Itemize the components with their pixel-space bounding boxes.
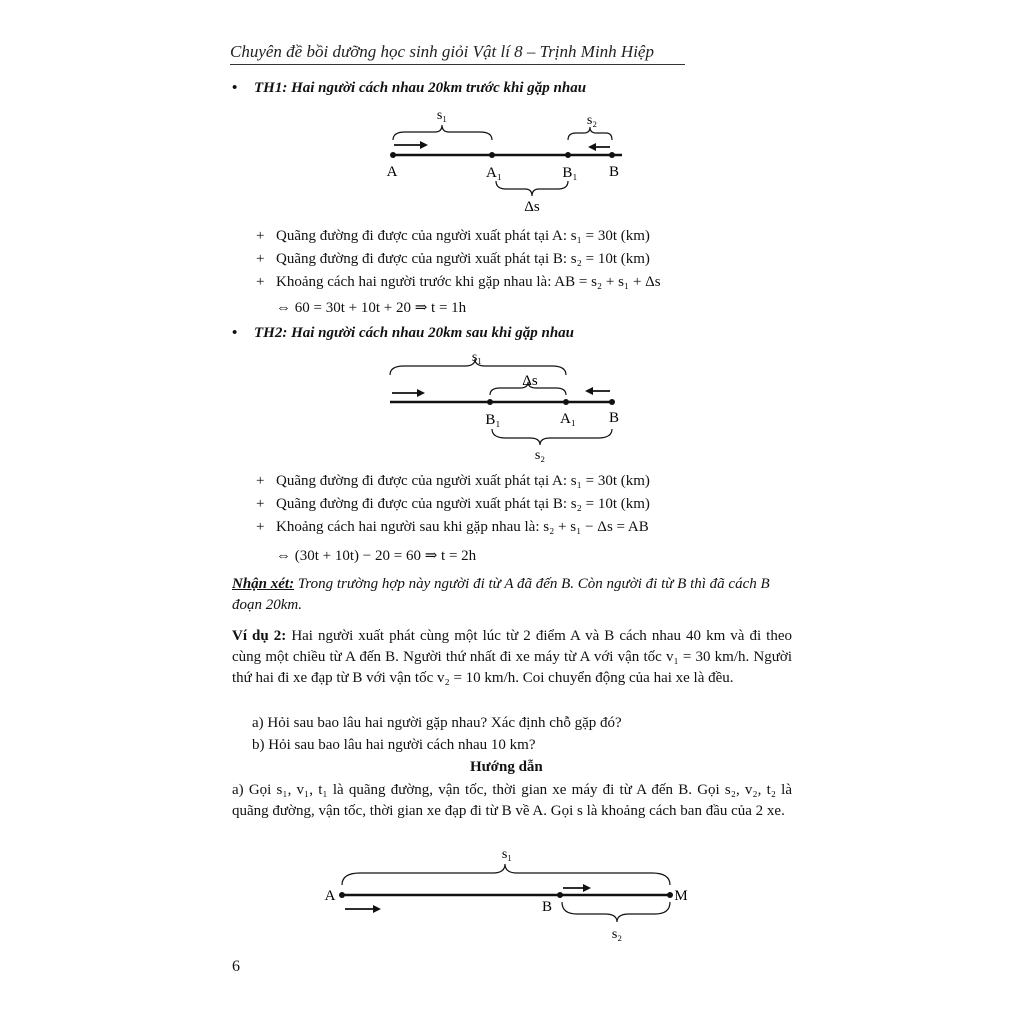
question-a: a) Hỏi sau bao lâu hai người gặp nhau? Xác định chỗ gặp đó? xyxy=(252,715,622,731)
th1-brace-s1 xyxy=(393,125,492,140)
th2-title: • TH2: Hai người cách nhau 20km sau khi gặp nhau xyxy=(232,325,575,341)
th2-diagram xyxy=(380,347,640,467)
th1-point-b1 xyxy=(565,152,571,158)
th1-brace-s2 xyxy=(568,127,612,140)
th1-line-2: + Quãng đường đi được của người xuất phát tại B: s₂ = 10t (km) xyxy=(256,251,650,267)
th1-label-ds: Δs xyxy=(524,199,540,215)
page-number: 6 xyxy=(232,958,240,975)
th1-label-b1: B₁ xyxy=(562,165,578,181)
th2-label-s2: s₂ xyxy=(534,448,546,463)
guide-heading: Hướng dẫn xyxy=(470,759,543,775)
th2-line-3: + Khoảng cách hai người sau khi gặp nhau là: s₂ + s₁ − Δs = AB xyxy=(256,519,649,535)
th1-line-3: + Khoảng cách hai người trước khi gặp nhau là: AB = s₂ + s₁ + Δs xyxy=(256,274,661,290)
guide-point-a xyxy=(339,892,345,898)
th2-equation: ⇔ (30t + 10t) − 20 = 60 ⇒ t = 2h xyxy=(276,548,477,564)
th2-label-s1: s₁ xyxy=(471,350,483,365)
remark-text: Trong trường hợp này người đi từ A đã đến B. Còn người đi từ B thì đã cách B đoạn 20km. xyxy=(232,576,770,613)
guide-label-m: M xyxy=(674,888,688,904)
guide-label-s1: s₁ xyxy=(501,847,513,862)
th2-point-b1 xyxy=(487,399,493,405)
example-2 xyxy=(232,626,792,689)
th2-label-b: B xyxy=(608,410,620,426)
th1-arrowhead-right xyxy=(420,141,428,149)
page-header: Chuyên đề bồi dưỡng học sinh giỏi Vật lí 8 – Trịnh Minh Hiệp xyxy=(230,42,685,65)
th2-point-a1 xyxy=(563,399,569,405)
th1-label-a: A xyxy=(386,164,398,180)
remark-label: Nhận xét: xyxy=(232,576,295,592)
th1-label-a1: A₁ xyxy=(485,165,503,181)
th1-arrowhead-left xyxy=(588,143,596,151)
question-b: b) Hỏi sau bao lâu hai người cách nhau 10 km? xyxy=(252,737,536,753)
example-2-text: Hai người xuất phát cùng một lúc từ 2 điểm A và B cách nhau 40 km và đi theo cùng một chiều từ A đến B. Người thứ nhất đi xe máy từ A với vận tốc v₁ = 30 km/h. Người thứ hai đi xe đạp từ B với vận tốc v₂ = 10 km/h. Coi chuyển động của hai xe là đều. xyxy=(232,628,793,686)
bullet-icon: • xyxy=(232,80,238,96)
th2-point-b xyxy=(609,399,615,405)
th1-brace-ds xyxy=(496,181,568,196)
th2-brace-s2 xyxy=(492,429,612,445)
th1-point-a1 xyxy=(489,152,495,158)
guide-brace-s1 xyxy=(342,864,670,885)
guide-brace-s2 xyxy=(562,902,670,922)
th2-label-ds: Δs xyxy=(522,373,538,389)
th1-title: • TH1: Hai người cách nhau 20km trước khi gặp nhau xyxy=(232,80,587,96)
th1-point-b xyxy=(609,152,615,158)
th1-label-s2: s₂ xyxy=(586,113,598,128)
th2-label-b1: B₁ xyxy=(485,412,501,428)
th2-arrowhead-right xyxy=(417,389,425,397)
guide-arrowhead-a xyxy=(373,905,381,913)
th1-diagram xyxy=(380,105,640,215)
guide-label-a: A xyxy=(324,888,336,904)
example-2-label: Ví dụ 2: xyxy=(232,628,287,644)
guide-diagram xyxy=(315,840,695,945)
th1-label-s1: s₁ xyxy=(436,108,448,123)
th1-point-a xyxy=(390,152,396,158)
th1-equation: ⇔ 60 = 30t + 10t + 20 ⇒ t = 1h xyxy=(276,300,467,316)
guide-point-m xyxy=(667,892,673,898)
th1-label-b: B xyxy=(608,164,620,180)
th2-line-2: + Quãng đường đi được của người xuất phát tại B: s₂ = 10t (km) xyxy=(256,496,650,512)
remark xyxy=(232,574,792,616)
guide-point-b xyxy=(557,892,563,898)
th1-line-1: + Quãng đường đi được của người xuất phát tại A: s₁ = 30t (km) xyxy=(256,228,650,244)
guide-label-s2: s₂ xyxy=(611,927,623,942)
guide-text-a: a) Gọi s₁, v₁, t₁ là quãng đường, vận tốc, thời gian xe máy đi từ A đến B. Gọi s₂, v₂, t₂ là quãng đường, vận tốc, thời gian xe đạp đi từ B về A. Gọi s là khoảng cách ban đầu của 2 xe. xyxy=(232,782,792,819)
guide-arrowhead-b xyxy=(583,884,591,892)
guide-label-b: B xyxy=(541,899,553,915)
bullet-icon: • xyxy=(232,325,238,341)
th2-label-a1: A₁ xyxy=(559,411,577,427)
th2-arrowhead-left xyxy=(585,387,593,395)
th2-line-1: + Quãng đường đi được của người xuất phát tại A: s₁ = 30t (km) xyxy=(256,473,650,489)
